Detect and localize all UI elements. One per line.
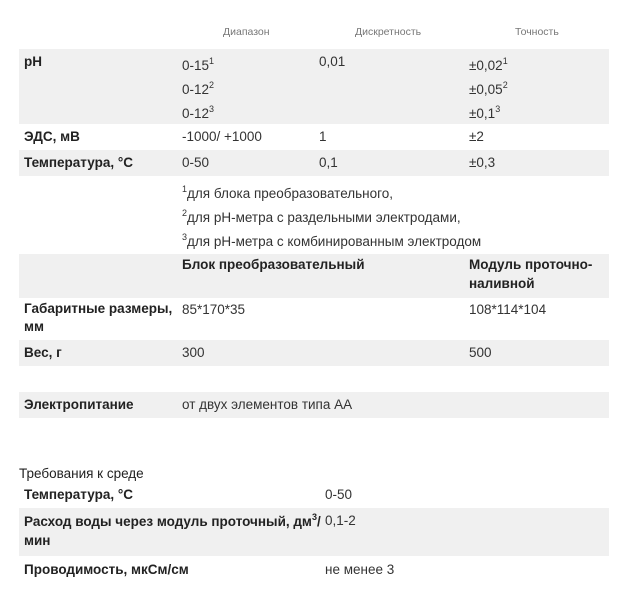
temperature-accuracy: ±0,3 bbox=[469, 155, 496, 170]
ph-label: pH bbox=[24, 54, 42, 69]
footnote-2: $^2$для pH-метра с раздельными электродами, bbox=[182, 208, 461, 225]
env-temperature-value: 0-50 bbox=[325, 487, 353, 502]
env-conductivity-label: Проводимость, мкСм/см bbox=[24, 562, 189, 577]
dimensions-label: Габаритные размеры, мм bbox=[24, 301, 173, 334]
ph-resolution: 0,01 bbox=[319, 54, 346, 69]
dims-header-row bbox=[19, 254, 609, 298]
env-conductivity-value: не менее 3 bbox=[325, 562, 395, 577]
emf-range: -1000/ +1000 bbox=[182, 129, 262, 144]
ph-accuracy-2: ±0,05 bbox=[469, 82, 503, 97]
ph-range-2: 0-12 bbox=[182, 82, 210, 97]
dimensions-module: 108*114*104 bbox=[469, 302, 547, 317]
temperature-resolution: 0,1 bbox=[319, 155, 338, 170]
header-range: Диапазон bbox=[223, 26, 270, 38]
weight-label: Вес, г bbox=[24, 345, 62, 360]
power-label: Электропитание bbox=[24, 397, 134, 412]
dimensions-converter: 85*170*35 bbox=[182, 302, 246, 317]
footnote-1: $^1$для блока преобразовательного, bbox=[182, 184, 394, 201]
emf-accuracy: ±2 bbox=[469, 129, 484, 144]
ph-accuracies: $\pm 0,02^1$ $\pm 0,05^2$ $\pm 0,1^3$ bbox=[469, 56, 508, 121]
ph-row bbox=[19, 49, 609, 124]
footnotes bbox=[19, 181, 609, 253]
footnote-list bbox=[182, 182, 481, 254]
weight-row bbox=[19, 340, 609, 366]
env-flow-row bbox=[19, 508, 609, 556]
ph-ranges: $0-15^1$ $0-12^2$ $0-12^3$ bbox=[182, 56, 215, 121]
ph-accuracy-3: ±0,1 bbox=[469, 106, 496, 121]
env-conductivity-row bbox=[19, 557, 609, 583]
ph-range-3: 0-12 bbox=[182, 106, 210, 121]
environment-title: Требования к среде bbox=[19, 466, 144, 481]
ph-range-1: 0-15 bbox=[182, 58, 210, 73]
weight-module: 500 bbox=[469, 345, 492, 360]
temperature-row bbox=[19, 150, 609, 176]
dimensions-row bbox=[19, 298, 609, 340]
ph-accuracy-1: ±0,02 bbox=[469, 58, 503, 73]
header-resolution: Дискретность bbox=[355, 26, 422, 38]
emf-resolution: 1 bbox=[319, 129, 327, 144]
power-value: от двух элементов типа АА bbox=[182, 397, 353, 412]
footnote-3: $^3$для pH-метра с комбинированным электродом bbox=[182, 232, 482, 249]
header-accuracy: Точность bbox=[515, 26, 559, 38]
weight-converter: 300 bbox=[182, 345, 205, 360]
dims-header-converter: Блок преобразовательный bbox=[182, 257, 365, 272]
env-flow-label: Расход воды через модуль проточный, $дм^3/$ мин bbox=[24, 512, 321, 548]
power-row bbox=[19, 392, 609, 418]
temperature-range: 0-50 bbox=[182, 155, 210, 170]
emf-label: ЭДС, мВ bbox=[24, 129, 80, 144]
emf-row bbox=[19, 124, 609, 150]
env-flow-value: 0,1-2 bbox=[325, 513, 356, 528]
env-temperature-row bbox=[19, 483, 609, 508]
env-temperature-label: Температура, °С bbox=[24, 487, 133, 502]
temperature-label: Температура, °С bbox=[24, 155, 133, 170]
dims-header-module: Модуль проточно- наливной bbox=[469, 257, 593, 291]
